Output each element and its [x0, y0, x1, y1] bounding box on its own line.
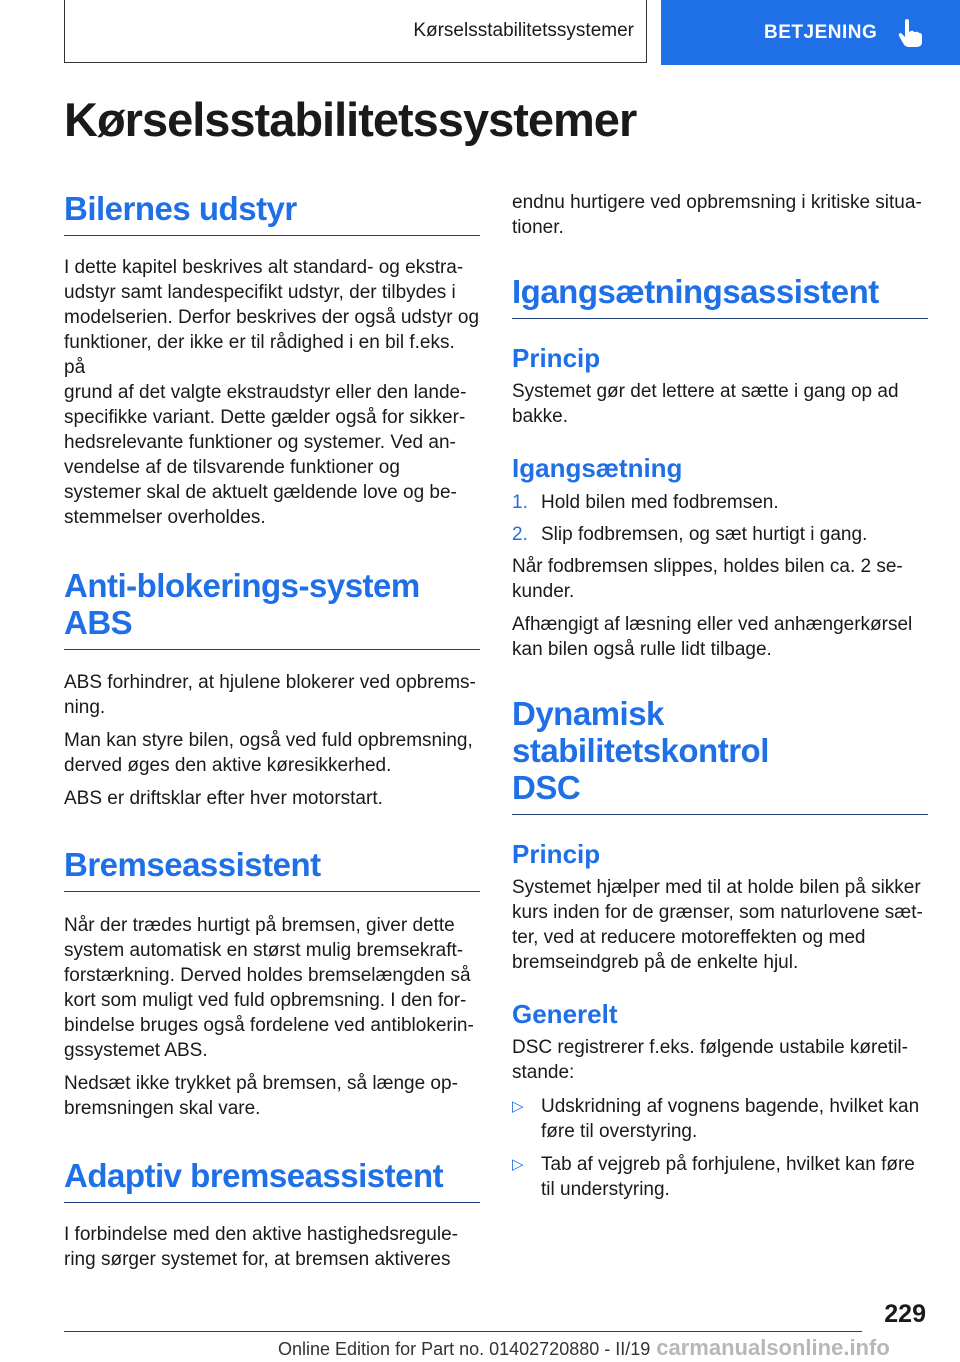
header-chapter-title: BETJENING [764, 21, 878, 43]
page-title: Kørselsstabilitetssystemer [64, 93, 637, 146]
paragraph-adaptiv-continued: endnu hurtigere ved opbremsning i kritiske situa- tioner. [512, 192, 922, 238]
list-item: 1. Hold bilen med fodbremsen. [512, 492, 779, 513]
heading-bilernes-udstyr: Bilernes udstyr [64, 190, 480, 236]
paragraph-dsc-princip: Systemet hjælper med til at holde bilen på sikker kurs inden for de grænser, som naturlovene sæt- ter, ved at reducere motoreffekten og med bremseindgreb på de enkelte hjul. [512, 877, 923, 973]
watermark: carmanualsonline.info [656, 1335, 890, 1360]
right-column [512, 190, 928, 1202]
paragraph-generelt: DSC registrerer f.eks. følgende ustabile køretil- stande: [512, 1037, 908, 1083]
list-item: ▷ Tab af vejgreb på forhjulene, hvilket kan føre til understyring. [512, 1154, 915, 1200]
paragraph-bremse-2: Nedsæt ikke trykket på bremsen, så længe op- bremsningen skal vare. [64, 1073, 458, 1119]
paragraph-abs-3: ABS er driftsklar efter hver motorstart. [64, 788, 383, 809]
header-section-tab [64, 0, 647, 63]
heading-igang-princip: Princip [512, 343, 601, 373]
triangle-bullet-icon: ▷ [512, 1098, 524, 1115]
paragraph-igang-2: Afhængigt af læsning eller ved anhængerkørsel kan bilen også rulle lidt tilbage. [512, 614, 913, 660]
footer-edition: Online Edition for Part no. 01402720880 - II/19 carmanualsonline.info [278, 1335, 890, 1360]
header-section-title: Kørselsstabilitetssystemer [413, 20, 634, 41]
paragraph-bremse-1: Når der trædes hurtigt på bremsen, giver dette system automatisk en størst mulig bremsekraft- forstærkning. Derved holdes bremselængden så kort som muligt ved fuld opbremsning. I den for- bindelse bruges også fordelene ved antiblokerin- gssystemet ABS. [64, 915, 474, 1061]
paragraph-udstyr: I dette kapitel beskrives alt standard- og ekstra- udstyr samt landespecifikt udstyr, der tilbydes i modelserien. Derfor beskrives der også udstyr og funktioner, der ikke er til rådighed i en bil f.eks. på grund af det valgte ekstraudstyr eller den lande- specifikke variant. Dette gælder også for sikker- hedsrelevante funktioner og systemer. Ved an- vendelse af de tilsvarende funktioner og systemer skal de aktuelt gældende love og be- stemmelser overholdes. [64, 257, 480, 528]
list-item: ▷ Udskridning af vognens bagende, hvilket kan føre til overstyring. [512, 1096, 920, 1142]
heading-igangsaetningsassistent: Igangsætningsassistent [512, 273, 928, 319]
list-item: 2. Slip fodbremsen, og sæt hurtigt i gang. [512, 524, 868, 545]
page-number: 229 [884, 1300, 926, 1328]
steps-list [512, 490, 928, 547]
left-column [64, 190, 480, 1272]
heading-igangsaetning: Igangsætning [512, 453, 683, 483]
footer-divider [64, 1331, 862, 1332]
heading-dsc: Dynamisk stabilitetskontrol DSC [512, 695, 928, 815]
bullet-list [512, 1094, 928, 1202]
header-chapter-tab [661, 0, 960, 65]
heading-abs: Anti-blokerings-system ABS [64, 567, 480, 650]
heading-dsc-princip: Princip [512, 839, 601, 869]
triangle-bullet-icon: ▷ [512, 1156, 524, 1173]
paragraph-igang-1: Når fodbremsen slippes, holdes bilen ca. 2 se- kunder. [512, 556, 903, 602]
heading-generelt: Generelt [512, 999, 618, 1029]
heading-bremseassistent: Bremseassistent [64, 846, 480, 892]
paragraph-abs-2: Man kan styre bilen, også ved fuld opbremsning, derved øges den aktive køresikkerhed. [64, 730, 473, 776]
paragraph-abs-1: ABS forhindrer, at hjulene blokerer ved opbrems- ning. [64, 672, 476, 718]
paragraph-adaptiv: I forbindelse med den aktive hastighedsregule- ring sørger systemet for, at bremsen aktiveres [64, 1224, 458, 1270]
paragraph-igang-princip: Systemet gør det lettere at sætte i gang op ad bakke. [512, 381, 899, 427]
heading-adaptiv-bremseassistent: Adaptiv bremseassistent [64, 1157, 480, 1203]
pointing-hand-icon [897, 18, 923, 48]
